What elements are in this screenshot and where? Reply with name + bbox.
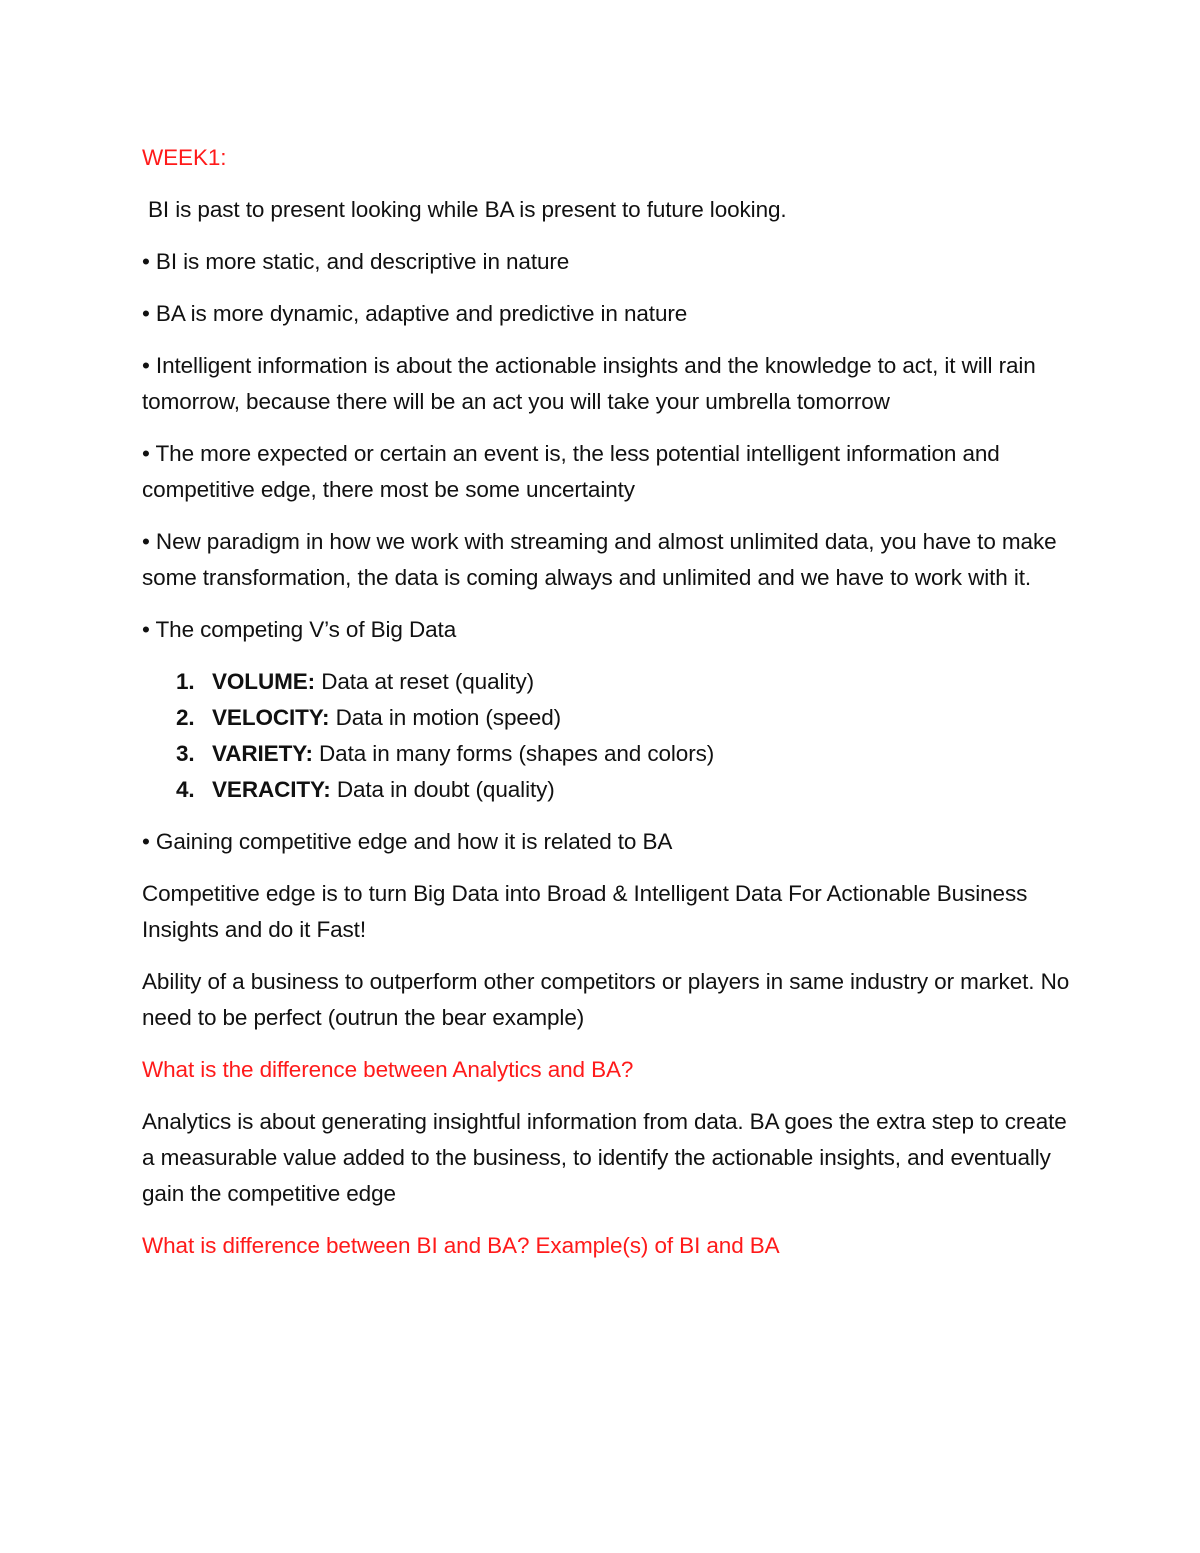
list-item — [142, 772, 1072, 808]
list-item — [142, 700, 1072, 736]
paragraph-competitive-edge: Competitive edge is to turn Big Data into Broad & Intelligent Data For Actionable Business Insights and do it Fast! — [142, 881, 1028, 942]
list-term: VOLUME: — [212, 669, 316, 694]
answer-analytics-vs-ba: Analytics is about generating insightful information from data. BA goes the extra step to create a measurable value added to the business, to identify the actionable insights, and eventually gain the competitive edge — [142, 1109, 1067, 1206]
big-data-vs-list — [142, 664, 1072, 808]
list-number: 2. — [176, 705, 195, 730]
week-heading: WEEK1: — [142, 145, 227, 170]
list-description: Data in doubt (quality) — [330, 777, 555, 802]
list-number: 4. — [176, 777, 195, 802]
list-description: Data at reset (quality) — [315, 669, 534, 694]
bullet-intelligent-information: • Intelligent information is about the actionable insights and the knowledge to act, it will rain tomorrow, because there will be an act you will take your umbrella tomorrow — [142, 353, 1036, 414]
document-page — [142, 140, 1072, 1280]
bullet-ba-dynamic: • BA is more dynamic, adaptive and predictive in nature — [142, 301, 688, 326]
bullet-new-paradigm: • New paradigm in how we work with streaming and almost unlimited data, you have to make some transformation, the data is coming always and unlimited and we have to work with it. — [142, 529, 1057, 590]
intro-paragraph: BI is past to present looking while BA is present to future looking. — [148, 197, 787, 222]
list-description: Data in motion (speed) — [329, 705, 562, 730]
bullet-bi-static: • BI is more static, and descriptive in nature — [142, 249, 570, 274]
list-term: VELOCITY: — [212, 705, 330, 730]
list-number: 1. — [176, 669, 195, 694]
list-number: 3. — [176, 741, 195, 766]
paragraph-ability: Ability of a business to outperform other competitors or players in same industry or market. No need to be perfect (outrun the bear example) — [142, 969, 1070, 1030]
bullet-competing-vs: • The competing V’s of Big Data — [142, 617, 457, 642]
bullet-expected-event: • The more expected or certain an event is, the less potential intelligent information and competitive edge, there most be some uncertainty — [142, 441, 1000, 502]
list-description: Data in many forms (shapes and colors) — [312, 741, 715, 766]
question-analytics-vs-ba: What is the difference between Analytics and BA? — [142, 1057, 634, 1082]
question-bi-vs-ba: What is difference between BI and BA? Example(s) of BI and BA — [142, 1233, 780, 1258]
list-term: VARIETY: — [212, 741, 313, 766]
list-item — [142, 664, 1072, 700]
list-term: VERACITY: — [212, 777, 331, 802]
bullet-competitive-edge: • Gaining competitive edge and how it is related to BA — [142, 829, 673, 854]
list-item — [142, 736, 1072, 772]
